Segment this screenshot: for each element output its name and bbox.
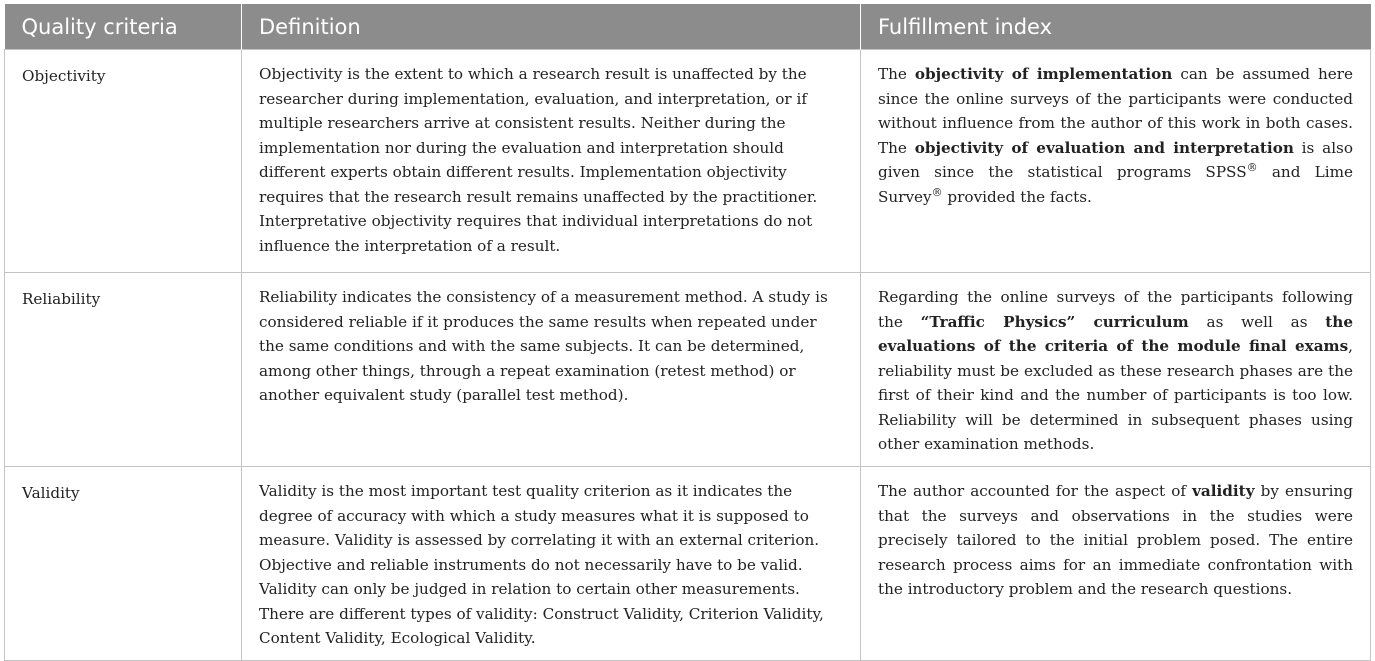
header-quality-criteria: Quality criteria — [5, 4, 242, 50]
table-row-validity — [5, 467, 1371, 661]
emphasis-text: validity — [1192, 482, 1255, 500]
emphasis-text: “Traffic Physics” curriculum — [920, 312, 1189, 331]
fulfillment-cell: The author accounted for the aspect of validity by ensuring that the surveys and observations in the studies were precisely tailored to the initial problem posed. The entire research process aims for an immediate confrontation with the introductory problem and the research questions. — [861, 467, 1371, 661]
criterion-cell: Objectivity — [5, 50, 242, 273]
fulfillment-cell: The objectivity of implementation can be assumed here since the online surveys of the participants were conducted without influence from the author of this work in both cases. The objectivity of evaluation and interpretation is also given since the statistical programs SPSS® and Lime Survey® provided the facts. — [861, 50, 1371, 273]
definition-cell: Validity is the most important test quality criterion as it indicates the degree of accuracy with which a study measures what it is supposed to measure. Validity is assessed by correlating it with an external criterion. Objective and reliable instruments do not necessarily have to be valid. Validity can only be judged in relation to certain other measurements. There are different types of validity: Construct Validity, Criterion Validity, Content Validity, Ecological Validity. — [242, 467, 861, 661]
emphasis-text: objectivity of implementation — [914, 65, 1173, 83]
table-header-row — [5, 4, 1371, 50]
criterion-cell: Validity — [5, 467, 242, 661]
fulfillment-cell: Regarding the online surveys of the participants following the “Traffic Physics” curriculum as well as the evaluations of the criteria of the module final exams, reliability must be excluded as these research phases are the first of their kind and the number of participants is too low. Reliability will be determined in subsequent phases using other examination methods. — [861, 273, 1371, 467]
registered-mark: ® — [1246, 160, 1258, 174]
registered-mark: ® — [931, 185, 943, 199]
emphasis-text: objectivity of evaluation and interpretation — [914, 138, 1294, 157]
emphasis-text: the evaluations of the criteria of the module final exams — [878, 312, 1353, 355]
definition-cell: Objectivity is the extent to which a research result is unaffected by the researcher during implementation, evaluation, and interpretation, or if multiple researchers arrive at consistent results. Neither during the implementation nor during the evaluation and interpretation should different experts obtain different results. Implementation objectivity requires that the research result remains unaffected by the practitioner. Interpretative objectivity requires that individual interpretations do not influence the interpretation of a result. — [242, 50, 861, 273]
table-row-objectivity — [5, 50, 1371, 273]
criterion-cell: Reliability — [5, 273, 242, 467]
header-definition: Definition — [242, 4, 861, 50]
header-fulfillment-index: Fulfillment index — [861, 4, 1371, 50]
table-row-reliability — [5, 273, 1371, 467]
quality-criteria-table — [4, 4, 1371, 661]
definition-cell: Reliability indicates the consistency of a measurement method. A study is considered reliable if it produces the same results when repeated under the same conditions and with the same subjects. It can be determined, among other things, through a repeat examination (retest method) or another equivalent study (parallel test method). — [242, 273, 861, 467]
